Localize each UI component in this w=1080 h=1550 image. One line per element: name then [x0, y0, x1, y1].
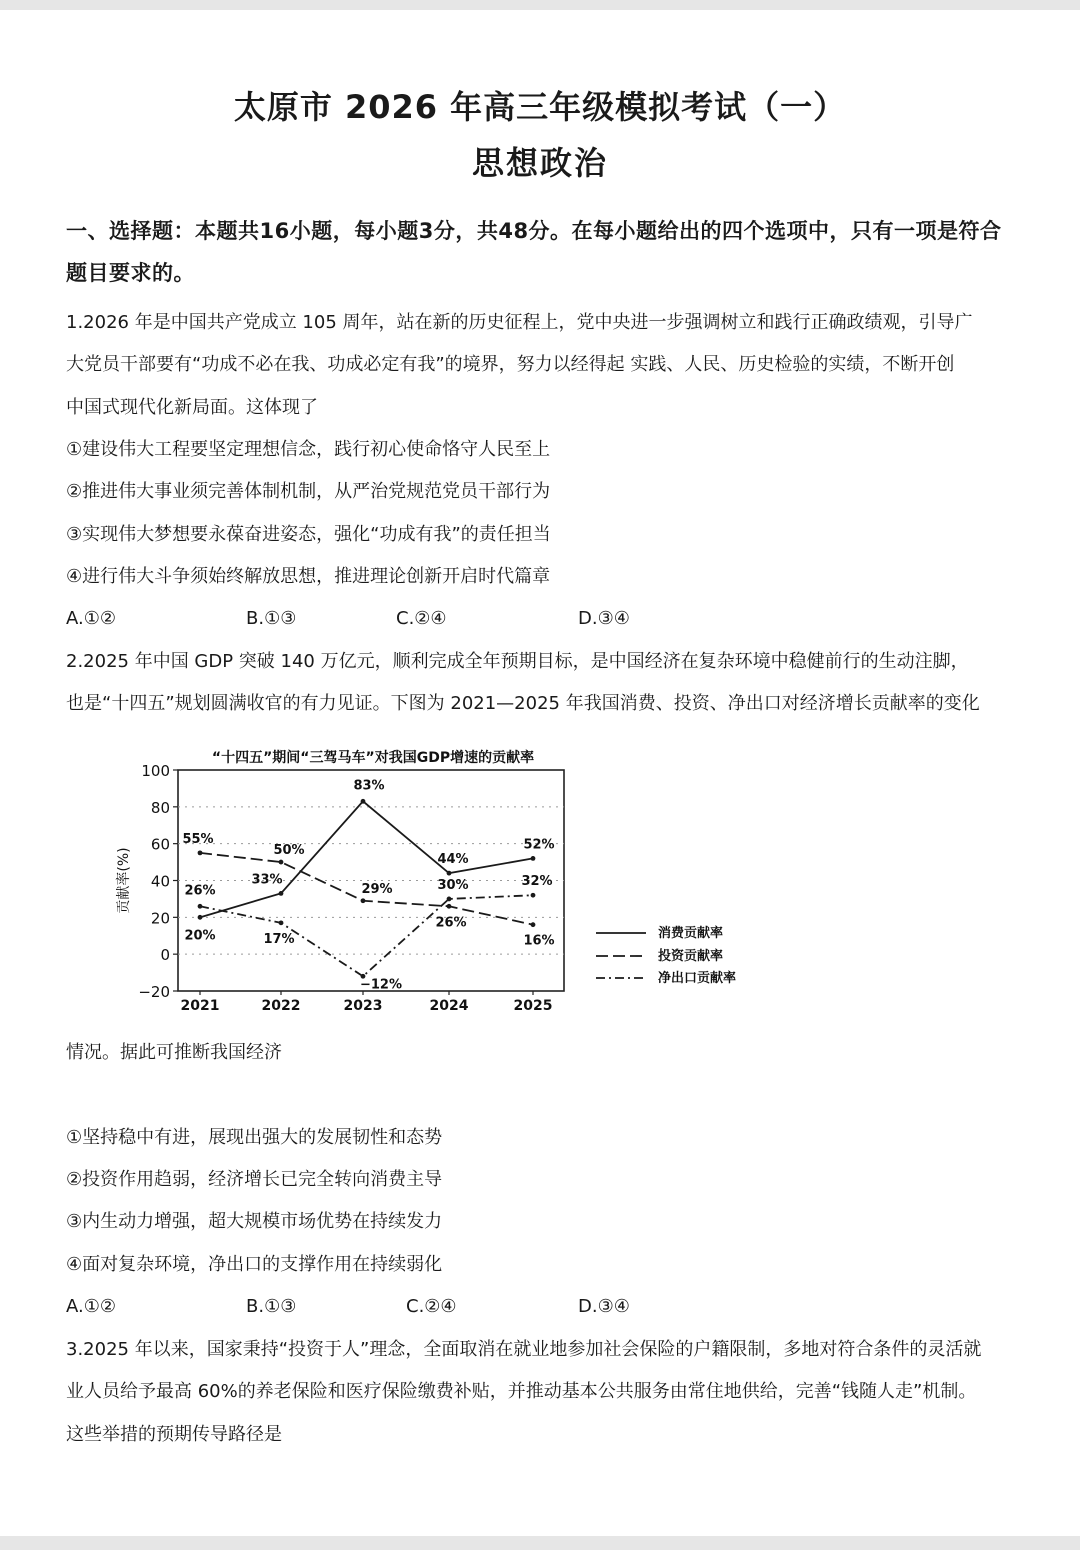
data-label: −12%: [359, 977, 403, 993]
data-point: [279, 860, 284, 865]
data-label: 44%: [437, 852, 469, 868]
exam-subject: 思想政治: [471, 144, 608, 182]
q1-item: ②推进伟大事业须完善体制机制，从严治党规范党员干部行为: [66, 481, 551, 502]
y-tick-label: 80: [150, 798, 170, 817]
q2-item: ④面对复杂环境，净出口的支撑作用在持续弱化: [66, 1254, 443, 1275]
y-tick-label: 60: [150, 835, 170, 854]
series-line-3: [200, 895, 533, 976]
bottom-scroll-edge: [0, 1536, 1080, 1550]
legend-label: 投资贡献率: [658, 949, 724, 964]
q2-stem-line: 2.2025 年中国 GDP 突破 140 万亿元，顺利完成全年预期目标，是中国经济在复杂环境中稳健前行的生动注脚，: [66, 651, 969, 672]
q1-item: ①建设伟大工程要坚定理想信念，践行初心使命恪守人民至上: [66, 439, 551, 460]
data-label: 17%: [263, 931, 295, 947]
y-tick-label: 20: [150, 909, 170, 928]
data-point: [198, 904, 203, 909]
q2-option-b: B.①③: [246, 1296, 297, 1317]
q1-stem-line: 1.2026 年是中国共产党成立 105 周年，站在新的历史征程上，党中央进一步强调树立和践行正确政绩观，引导广: [66, 312, 973, 333]
chart-title: “十四五”期间“三驾马车”对我国GDP增速的贡献率: [211, 750, 535, 766]
data-point: [531, 922, 536, 927]
data-label: 52%: [523, 837, 555, 853]
q1-option-d: D.③④: [578, 608, 630, 629]
q3-stem-line: 3.2025 年以来，国家秉持“投资于人”理念，全面取消在就业地参加社会保险的户籍限制，多地对符合条件的灵活就: [66, 1339, 982, 1360]
y-tick-label: 40: [150, 872, 170, 891]
x-tick-label: 2022: [261, 998, 301, 1014]
y-axis-label: 贡献率(%): [116, 847, 132, 914]
data-point: [447, 871, 452, 876]
data-label: 16%: [523, 933, 555, 949]
x-tick-label: 2025: [513, 998, 553, 1014]
q1-stem-line: 大党员干部要有“功成不必在我、功成必定有我”的境界，努力以经得起 实践、人民、历史检验的实绩，不断开创: [66, 354, 955, 375]
data-label: 20%: [184, 928, 216, 944]
data-label: 26%: [184, 883, 216, 899]
data-point: [531, 856, 536, 861]
series-line-1: [200, 801, 533, 917]
q1-item: ③实现伟大梦想要永葆奋进姿态，强化“功成有我”的责任担当: [66, 524, 551, 545]
data-point: [198, 850, 203, 855]
q2-option-d: D.③④: [578, 1296, 630, 1317]
x-tick-label: 2024: [429, 998, 469, 1014]
q2-option-c: C.②④: [406, 1296, 457, 1317]
top-scroll-edge: [0, 0, 1080, 10]
data-label: 50%: [273, 843, 305, 859]
y-tick-label: −20: [138, 983, 170, 1001]
section-heading: 一、选择题：本题共16小题，每小题3分，共48分。在每小题给出的四个选项中，只有一项是符合题目要求的。: [66, 219, 1002, 285]
q1-option-b: B.①③: [246, 608, 297, 629]
q2-item: ①坚持稳中有进，展现出强大的发展韧性和态势: [66, 1127, 443, 1148]
data-point: [447, 897, 452, 902]
data-label: 32%: [521, 874, 553, 890]
legend-label: 消费贡献率: [658, 926, 724, 941]
y-tick-label: 100: [141, 762, 170, 780]
q1-option-c: C.②④: [396, 608, 447, 629]
data-label: 33%: [251, 872, 283, 888]
q2-item: ②投资作用趋弱，经济增长已完全转向消费主导: [66, 1169, 443, 1190]
data-label: 26%: [435, 915, 467, 931]
x-tick-label: 2023: [343, 998, 383, 1014]
q2-stem-continuation: 情况。据此可推断我国经济: [66, 1042, 282, 1063]
data-label: 55%: [182, 831, 214, 847]
data-label: 83%: [353, 778, 385, 794]
data-point: [361, 898, 366, 903]
data-point: [198, 915, 203, 920]
legend-label: 净出口贡献率: [658, 971, 737, 986]
x-tick-label: 2021: [180, 998, 220, 1014]
data-point: [531, 893, 536, 898]
data-label: 29%: [361, 881, 393, 897]
data-point: [361, 799, 366, 804]
data-label: 30%: [437, 877, 469, 893]
q2-item: ③内生动力增强，超大规模市场优势在持续发力: [66, 1211, 443, 1232]
q3-stem-line: 业人员给予最高 60%的养老保险和医疗保险缴费补贴，并推动基本公共服务由常住地供给，完善“钱随人走”机制。: [66, 1381, 977, 1402]
q2-option-a: A.①②: [66, 1296, 116, 1317]
data-point: [447, 904, 452, 909]
q2-stem-line: 也是“十四五”规划圆满收官的有力见证。下图为 2021—2025 年我国消费、投资、净出口对经济增长贡献率的变化: [66, 693, 980, 714]
q3-stem-line: 这些举措的预期传导路径是: [66, 1424, 282, 1445]
q1-stem-line: 中国式现代化新局面。这体现了: [66, 397, 318, 418]
contribution-rate-chart: [104, 740, 764, 1020]
y-tick-label: 0: [160, 946, 170, 965]
data-point: [279, 891, 284, 896]
data-point: [279, 920, 284, 925]
exam-title: 太原市 2026 年高三年级模拟考试（一）: [233, 88, 847, 126]
q1-option-a: A.①②: [66, 608, 116, 629]
q1-item: ④进行伟大斗争须始终解放思想，推进理论创新开启时代篇章: [66, 566, 551, 587]
